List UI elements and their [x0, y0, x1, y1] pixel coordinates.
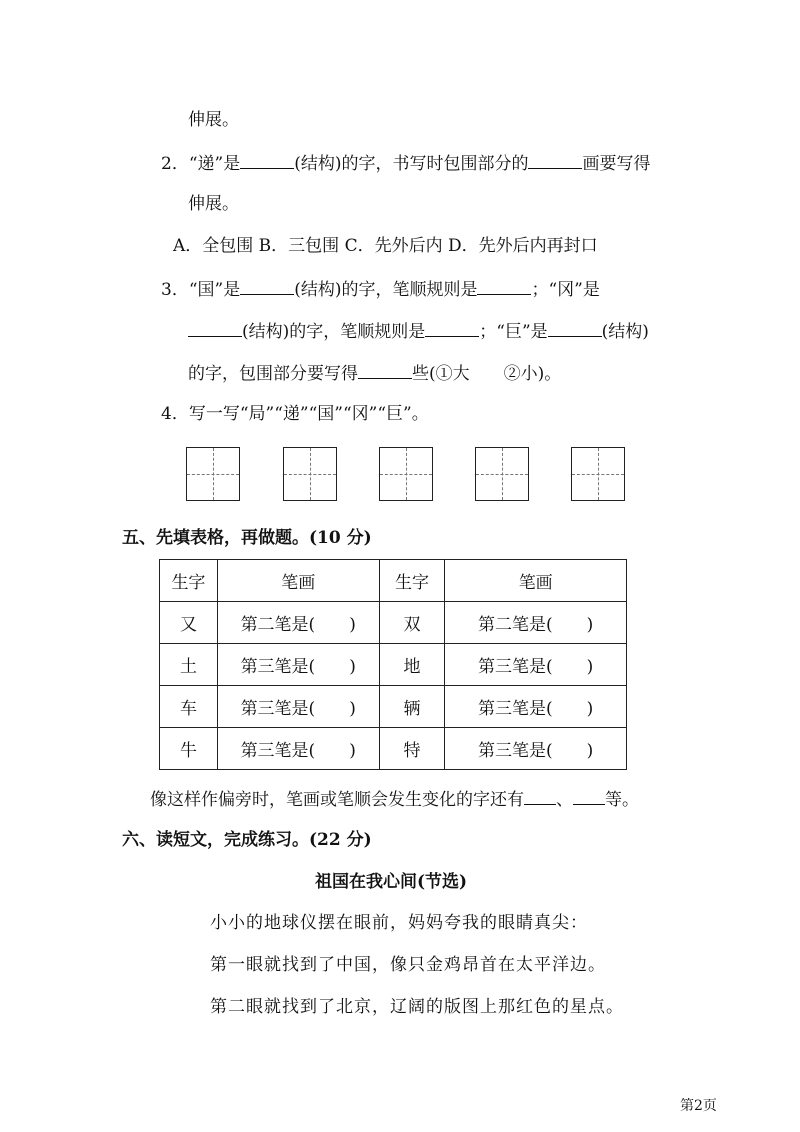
question-2-line-2: 伸展。 [188, 194, 239, 214]
table-cell-char: 特 [379, 728, 445, 770]
writing-grid-2[interactable] [283, 447, 337, 501]
question-4: 4．写一写“局”“递”“国”“冈”“巨”。 [161, 404, 429, 424]
table-header: 笔画 [445, 560, 627, 602]
table-cell-char: 双 [379, 602, 445, 644]
poem-title: 祖国在我心间(节选) [315, 872, 468, 892]
q3-blank-5[interactable] [548, 318, 602, 337]
table-header: 生字 [160, 560, 218, 602]
poem-line: 第二眼就找到了北京，辽阔的版图上那红色的星点。 [210, 997, 624, 1017]
section-5-title: 五、先填表格，再做题。(10 分) [122, 528, 372, 548]
table-cell-stroke[interactable]: 第二笔是( ) [217, 602, 379, 644]
poem-line: 第一眼就找到了中国，像只金鸡昂首在太平洋边。 [210, 955, 606, 975]
q3-blank-6[interactable] [358, 360, 412, 379]
followup-blank-1[interactable] [524, 786, 556, 805]
writing-grid-1[interactable] [186, 447, 240, 501]
followup-blank-2[interactable] [573, 786, 605, 805]
table-header: 生字 [379, 560, 445, 602]
q3-text-d: (结构)的字，笔顺规则是 [242, 322, 426, 342]
followup-text-c: 等。 [605, 790, 639, 810]
q2-text-a: 2．“递”是 [161, 154, 241, 174]
q3-text-f: (结构) [601, 322, 649, 342]
table-cell-char: 辆 [379, 686, 445, 728]
section-6-title: 六、读短文，完成练习。(22 分) [122, 830, 372, 850]
table-header-row [160, 560, 627, 602]
table-cell-stroke[interactable]: 第三笔是( ) [445, 728, 627, 770]
stroke-table [159, 559, 627, 770]
table-cell-char: 又 [160, 602, 218, 644]
table-cell-char: 地 [379, 644, 445, 686]
options-line: A．全包围 B．三包围 C．先外后内 D．先外后内再封口 [173, 236, 598, 256]
q3-blank-4[interactable] [425, 318, 479, 337]
table-cell-stroke[interactable]: 第三笔是( ) [217, 644, 379, 686]
q2-blank-structure[interactable] [240, 150, 294, 169]
question-3-line-1 [161, 276, 600, 302]
q3-text-a: 3．“国”是 [161, 280, 241, 300]
q3-text-h: 些(①大 ②小)。 [412, 364, 562, 384]
table-row [160, 602, 627, 644]
table-cell-stroke[interactable]: 第三笔是( ) [217, 686, 379, 728]
q2-blank-stroke[interactable] [528, 150, 582, 169]
q3-blank-2[interactable] [477, 276, 531, 295]
q2-text-c: 画要写得 [582, 154, 651, 174]
table-cell-stroke[interactable]: 第三笔是( ) [445, 686, 627, 728]
table-cell-stroke[interactable]: 第三笔是( ) [217, 728, 379, 770]
table-row [160, 686, 627, 728]
poem-line: 小小的地球仪摆在眼前，妈妈夸我的眼睛真尖： [210, 913, 588, 933]
table-cell-char: 土 [160, 644, 218, 686]
followup-text-a: 像这样作偏旁时，笔画或笔顺会发生变化的字还有 [150, 790, 524, 810]
table-followup [150, 786, 639, 812]
table-cell-stroke[interactable]: 第三笔是( ) [445, 644, 627, 686]
q3-blank-1[interactable] [240, 276, 294, 295]
question-3-line-3 [188, 360, 561, 386]
table-cell-stroke[interactable]: 第二笔是( ) [445, 602, 627, 644]
writing-grid-3[interactable] [379, 447, 433, 501]
question-2-line-1 [161, 150, 650, 176]
writing-grid-4[interactable] [475, 447, 529, 501]
table-cell-char: 车 [160, 686, 218, 728]
table-cell-char: 牛 [160, 728, 218, 770]
table-row [160, 644, 627, 686]
page-number: 第2页 [680, 1098, 717, 1114]
q3-text-b: (结构)的字，笔顺规则是 [294, 280, 478, 300]
q3-blank-3[interactable] [188, 318, 242, 337]
writing-grid-5[interactable] [571, 447, 625, 501]
table-row [160, 728, 627, 770]
q2-text-b: (结构)的字，书写时包围部分的 [294, 154, 529, 174]
q3-text-e: ；“巨”是 [479, 322, 548, 342]
question-3-line-2 [188, 318, 649, 344]
q3-text-g: 的字，包围部分要写得 [188, 364, 358, 384]
q1-tail: 伸展。 [188, 110, 239, 130]
followup-text-b: 、 [556, 790, 573, 810]
table-header: 笔画 [217, 560, 379, 602]
q3-text-c: ；“冈”是 [531, 280, 600, 300]
